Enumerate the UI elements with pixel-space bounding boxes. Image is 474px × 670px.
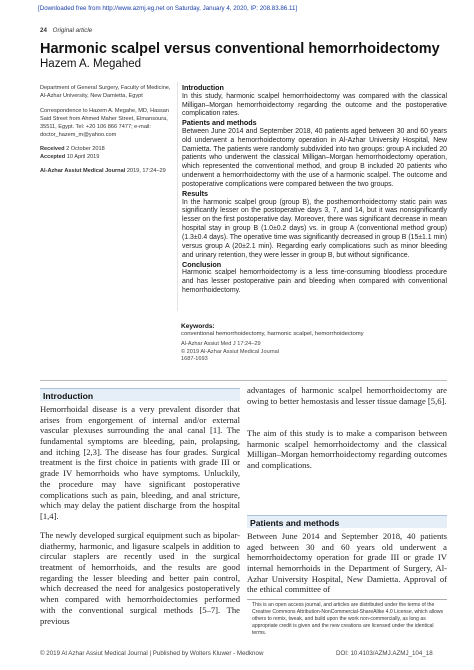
journal-ref: 2019, 17:24–29 [126, 167, 166, 174]
footer-left: © 2019 Al Azhar Assiut Medical Journal | Published by Wolters Kluwer - Medknow [40, 650, 264, 657]
introduction-heading: Introduction [43, 391, 94, 401]
author-name: Hazem A. Megahed [40, 58, 142, 70]
body-right-p3: Between June 2014 and September 2018, 40 patients aged between 30 and 60 years old underwent a hemorrhoidectomy operation for grade III or grade IV internal hemorrhoids in the Department of Surgery, Al-Azhar University Hospital, New Damietta. Approval of the ethical committee of [247, 531, 447, 595]
keywords-text: conventional hemorrhoidectomy, harmonic scalpel, hemorrhoidectomy [181, 331, 364, 337]
accepted-line [40, 154, 172, 162]
journal-line [40, 168, 172, 176]
affiliation-panel [40, 85, 172, 175]
received-date: 2 October 2018 [66, 146, 105, 153]
dates-block [40, 146, 172, 161]
body-left-p1: Hemorrhoidal disease is a very prevalent disorder that arises from engorgement of internal and/or external vascular plexuses surrounding the anal canal [1]. The fundamental symptoms are bleeding, pain, prolapsing, and itching [2,3]. The disease has four grades. Surgical treatment is the first choice in patients with grade III or grade IV hemorrhoids who have symptoms. Unluckily, the procedure may have significant postoperative complications such as pain, bleeding, and anal stricture, which may delay the patient discharge from the hospital [1,4]. [40, 404, 240, 521]
abstract-conclusion-text: Harmonic scalpel hemorrhoidectomy is a less time-consuming bloodless procedure and has lesser postoperative pain and bleeding when compared with conventional hemorrhoidectomy. [182, 269, 447, 294]
article-title: Harmonic scalpel versus conventional hemorrhoidectomy [40, 41, 440, 57]
copyright-text: © 2019 Al-Azhar Assiut Medical Journal [181, 348, 280, 355]
page-header [40, 27, 92, 34]
accepted-date: 10 April 2019 [66, 154, 100, 161]
abstract-intro-heading: Introduction [182, 83, 224, 92]
abstract-intro-text: In this study, harmonic scalpel hemorrhoidectomy was compared with the classical Milligan–Morgan hemorrhoidectomy regarding the outcome and the postoperative complication rates. [182, 92, 447, 118]
abstract-methods-heading: Patients and methods [182, 118, 257, 128]
body-right-p1: advantages of harmonic scalpel hemorrhoidectomy are owing to better hemostasis and lesser tissue damage [5,6]. [247, 385, 447, 406]
introduction-heading-bar [40, 388, 240, 401]
issn-text: 1687-1693 [181, 356, 208, 363]
abstract-results-heading: Results [182, 188, 208, 198]
abstract-box [177, 82, 447, 311]
article-type: Original article [52, 27, 93, 34]
section-divider [40, 380, 447, 381]
department-text: Department of General Surgery, Faculty of Medicine, Al-Azhar University, New Damietta, Egypt [40, 85, 171, 99]
methods-heading: Patients and methods [250, 518, 340, 528]
license-text: This is an open access journal, and articles are distributed under the terms of the Creative Commons Attribution-NonCommercial-ShareAlike 4.0 License, which allows others to remix, tweak, and build upon the work non-commercially, as long as appropriate credit is given and the new creations are licensed under the identical terms. [252, 602, 444, 636]
received-label: Received [40, 146, 65, 153]
license-rule [247, 599, 447, 600]
keywords-block [181, 323, 447, 364]
body-right-p2: The aim of this study is to make a comparison between harmonic scalpel hemorrhoidectomy and the classical Milligan–Morgan hemorrhoidectomy regarding outcomes and complications. [247, 428, 447, 471]
keywords-label: Keywords: [181, 323, 215, 330]
body-left-p2: The newly developed surgical equipment such as bipolar-diathermy, harmonic, and ligasure scalpels in addition to circular staplers are recently used in the surgical treatment of hemorrhoids, and the results are good regarding the lesser bleeding and better pain control, which decreased the need for analgesics postoperatively when compared with hemorrhoidectomies performed with the conventional surgical methods [5–7]. The previous [40, 530, 240, 626]
abstract-conclusion-heading: Conclusion [182, 259, 222, 269]
citation-text: Al-Azhar Assiut Med J 17:24–29 [181, 341, 261, 347]
received-line [40, 146, 172, 154]
abstract-methods-text: Between June 2014 and September 2018, 40 patients aged between 30 and 60 years old underwent a hemorrhoidectomy operation in Al-Azhar University Hospital, New Damietta. The patients were randomly subdivided into two groups: group A included 20 patients who underwent the classical Milligan–Morgan hemorrhoidectomy operation, which represented the conventional method, and group B included 20 patients who underwent a hemorrhoidectomy with the use of a harmonic scalpel. The outcome and postoperative complications were compared between the two groups. [182, 127, 447, 189]
page-number: 24 [40, 27, 47, 34]
citation-block [181, 341, 447, 364]
abstract-results-text: In the harmonic scalpel group (group B), the posthemorrhoidectomy static pain was significantly lesser on the postoperative days 3, 7, and 14, but it was nonsignificantly lesser on the first postoperative day. Moreover, there was significant decrease in mean hospital stay in group B (1.0±0.2 days) vs. in group A (conventional method group) (1.3±0.4 days). The operative time was significantly decreased in group B (15±1.1 min) versus group A (20±2.1 min). Regarding early complications such as minor bleeding and urinary retention, they were lesser in group B, but without significance. [182, 198, 447, 259]
methods-heading-bar [247, 515, 447, 528]
footer-doi: DOI: 10.4103/AZMJ.AZMJ_104_18 [336, 650, 433, 657]
download-banner: [Downloaded free from http://www.azmj.eg.net on Saturday, January 4, 2020, IP: 208.83.86.11] [38, 5, 298, 12]
journal-label: Al-Azhar Assiut Medical Journal [40, 167, 126, 174]
accepted-label: Accepted [40, 154, 66, 161]
correspondence-text: Correspondence to Hazem A. Megahe, MD, Hassan Said Street from Ahmed Maher Street, Elmansoura, 35511, Egypt. Tel: +20 106 866 7477; e-mail: doctor_hazem_m@yahoo.com [40, 108, 170, 138]
